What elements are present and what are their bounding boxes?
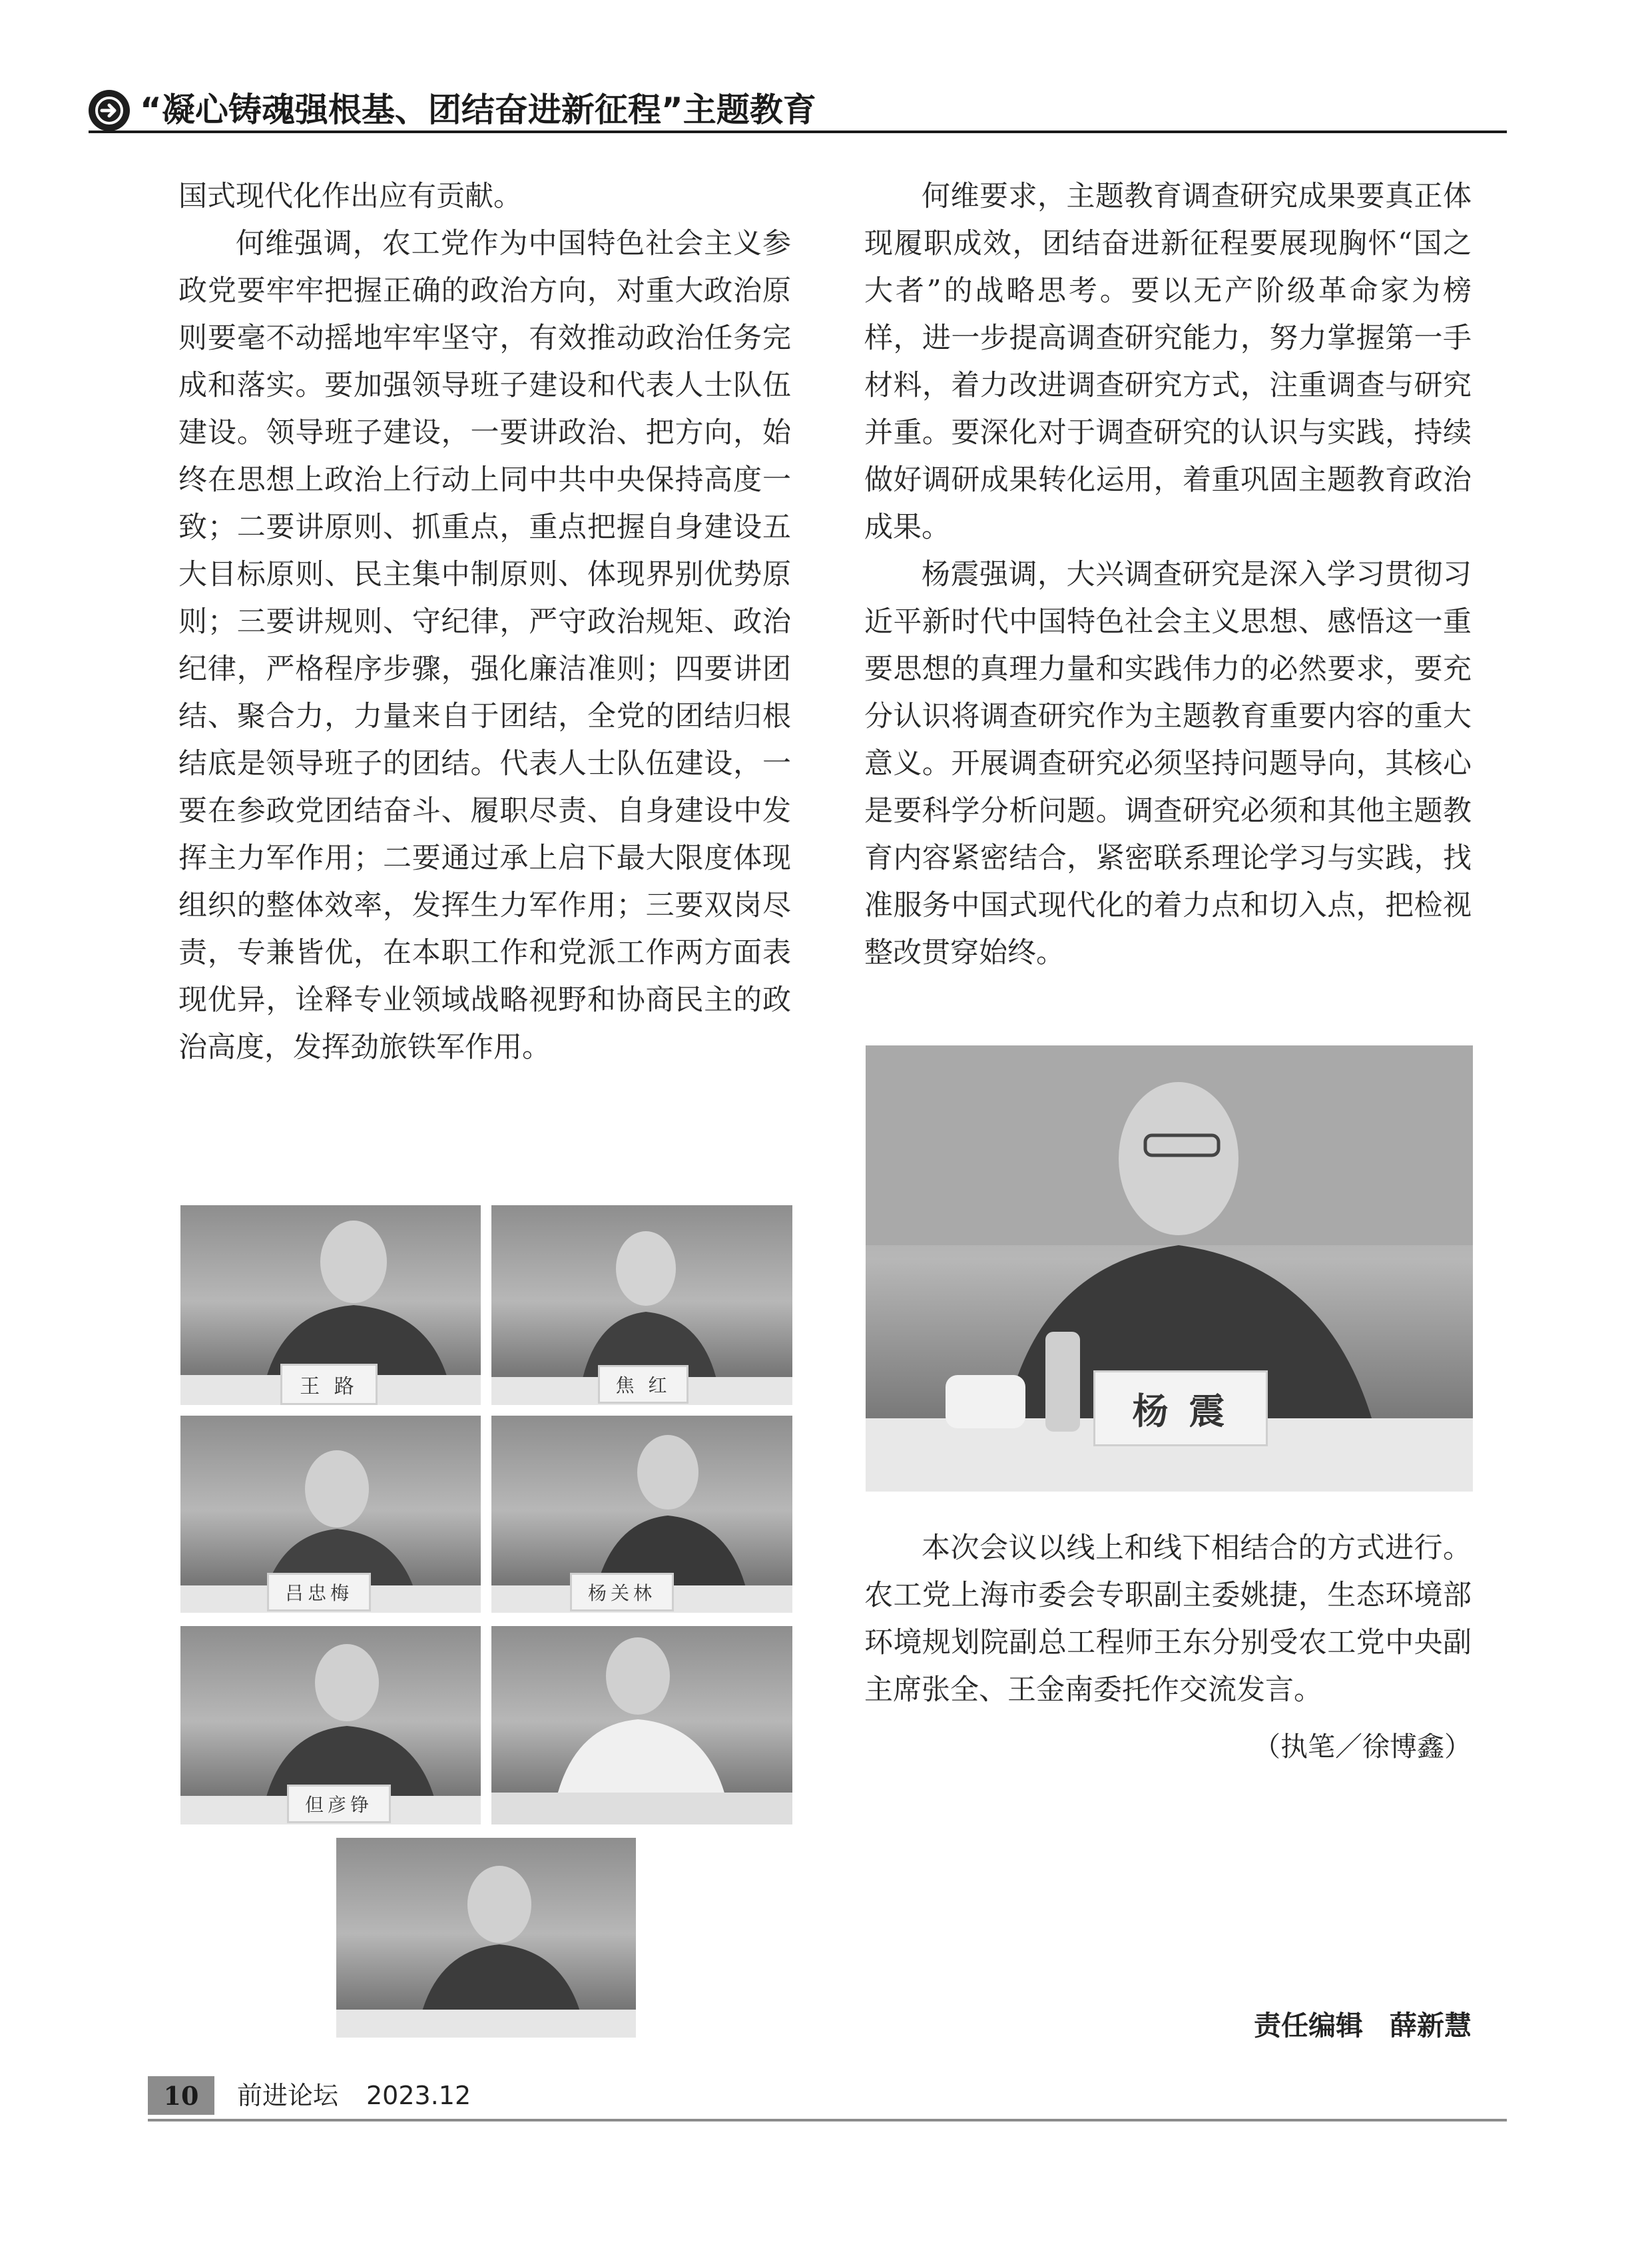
arrow-right-circle-icon [89,90,130,131]
speaker-photo [180,1205,481,1405]
paragraph: 国式现代化作出应有贡献。 [178,180,522,213]
paragraph: 杨震强调，大兴调查研究是深入学习贯彻习近平新时代中国特色社会主义思想、感悟这一重要思想的真理力量和实践伟力的必然要求，要充分认识将调查研究作为主题教育重要内容的重大意义。开展调查研究必须坚持问题导向，其核心是要科学分析问题。调查研究必须和其他主题教育内容紧密结合，紧密联系理论学习与实践，找准服务中国式现代化的着力点和切入点，把检视整改贯穿始终。 [864,558,1472,970]
header-divider [89,131,1507,133]
nameplate: 焦 红 [598,1365,688,1404]
issue-date: 2023.12 [366,2081,471,2110]
nameplate: 杨 震 [1093,1370,1268,1446]
speaker-photo [491,1205,792,1405]
closing-paragraph [864,1525,1472,1714]
publication-name: 前进论坛 [237,2081,339,2110]
speaker-photo [180,1626,481,1824]
speaker-photo [180,1416,481,1613]
speaker-photo [336,1838,636,2038]
nameplate: 吕忠梅 [267,1573,371,1611]
section-title: “凝心铸魂强根基、团结奋进新征程”主题教育 [140,91,816,129]
editor-label: 责任编辑 [1254,2010,1363,2042]
editor-name: 薛新慧 [1390,2010,1472,2042]
nameplate: 但彦铮 [287,1785,391,1823]
responsible-editor [1132,2006,1472,2046]
paragraph: 本次会议以线上和线下相结合的方式进行。农工党上海市委会专职副主委姚捷，生态环境部环境规划院副总工程师王东分别受农工党中央副主席张全、王金南委托作交流发言。 [864,1532,1472,1707]
right-column [864,173,1472,977]
main-speaker-photo [866,1045,1473,1492]
nameplate: 杨关林 [570,1573,674,1611]
nameplate: 王 路 [280,1364,378,1405]
speaker-photo [491,1626,792,1824]
left-column [178,173,791,1071]
speaker-photo [491,1416,792,1613]
footer-divider [148,2119,1507,2121]
author-credit: （执笔／徐博鑫） [1253,1731,1472,1763]
paragraph: 何维强调，农工党作为中国特色社会主义参政党要牢牢把握正确的政治方向，对重大政治原则要毫不动摇地牢牢坚守，有效推动政治任务完成和落实。要加强领导班子建设和代表人士队伍建设。领导班子建设，一要讲政治、把方向，始终在思想上政治上行动上同中共中央保持高度一致；二要讲原则、抓重点，重点把握自身建设五大目标原则、民主集中制原则、体现界别优势原则；三要讲规则、守纪律，严守政治规矩、政治纪律，严格程序步骤，强化廉洁准则；四要讲团结、聚合力，力量来自于团结，全党的团结归根结底是领导班子的团结。代表人士队伍建设，一要在参政党团结奋斗、履职尽责、自身建设中发挥主力军作用；二要通过承上启下最大限度体现组织的整体效率，发挥生力军作用；三要双岗尽责，专兼皆优，在本职工作和党派工作两方面表现优异，诠释专业领域战略视野和协商民主的政治高度，发挥劲旅铁军作用。 [178,227,791,1064]
paragraph: 何维要求，主题教育调查研究成果要真正体现履职成效，团结奋进新征程要展现胸怀“国之大者”的战略思考。要以无产阶级革命家为榜样，进一步提高调查研究能力，努力掌握第一手材料，着力改进调查研究方式，注重调查与研究并重。要深化对于调查研究的认识与实践，持续做好调研成果转化运用，着重巩固主题教育政治成果。 [864,180,1472,544]
page-number: 10 [148,2076,214,2115]
